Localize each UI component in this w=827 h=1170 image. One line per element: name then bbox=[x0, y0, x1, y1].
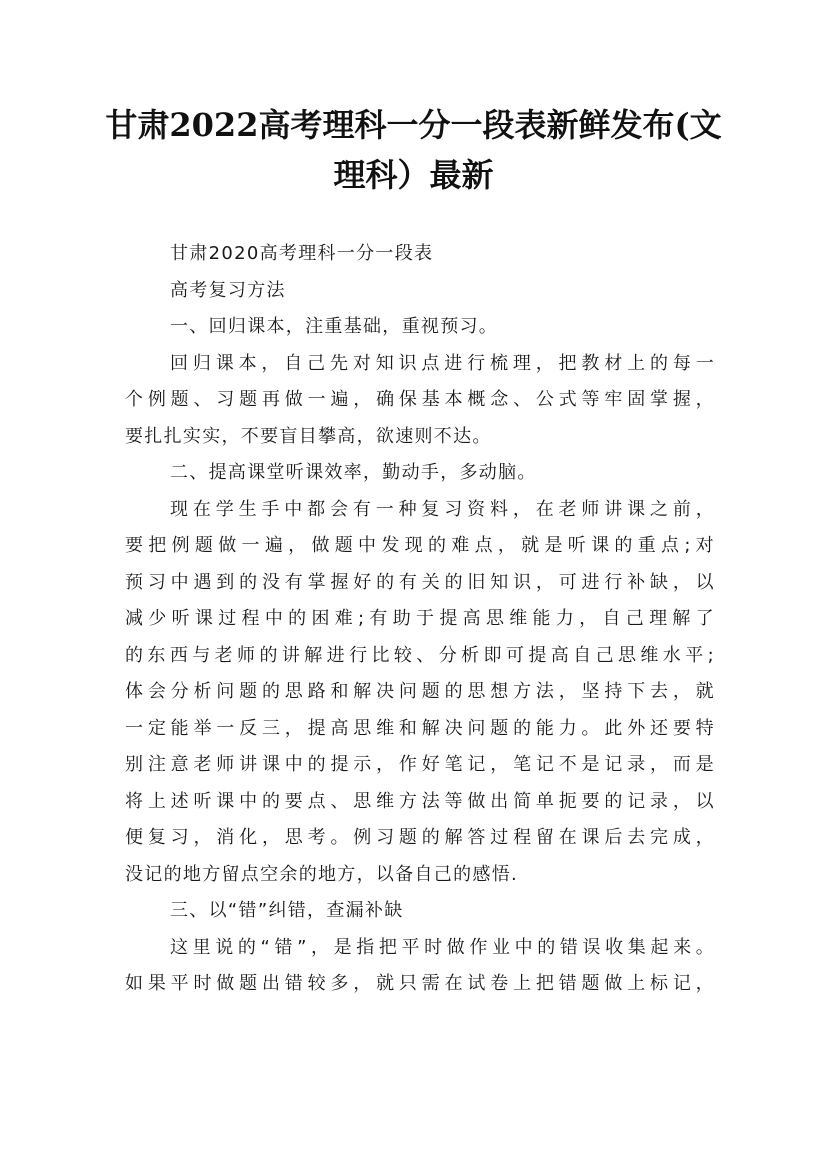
text-line: 体会分析问题的思路和解决问题的思想方法，坚持下去，就 bbox=[125, 681, 715, 702]
point-three-heading bbox=[125, 893, 715, 930]
text-line: 的东西与老师的讲解进行比较、分析即可提高自己思维水平; bbox=[125, 644, 715, 666]
subtitle-paragraph bbox=[125, 236, 715, 273]
text-line: 现在学生手中都会有一种复习资料，在老师讲课之前， bbox=[170, 498, 715, 520]
text-line: 没记的地方留点空余的地方，以备自己的感悟. bbox=[125, 863, 519, 885]
text-line: 将上述听课中的要点、思维方法等做出简单扼要的记录，以 bbox=[125, 790, 715, 812]
document-body bbox=[125, 236, 715, 1003]
text-line: 一、回归课本，注重基础，重视预习。 bbox=[170, 316, 499, 337]
section-heading-paragraph bbox=[125, 273, 715, 310]
point-two-body bbox=[125, 492, 715, 894]
text-line: 别注意老师讲课中的提示，作好笔记，笔记不是记录，而是 bbox=[125, 754, 715, 775]
point-one-heading bbox=[125, 309, 715, 346]
text-line: 减少听课过程中的困难;有助于提高思维能力，自己理解了 bbox=[125, 608, 715, 629]
text-line: 甘肃2020高考理科一分一段表 bbox=[170, 243, 434, 264]
text-line: 这里说的“错”，是指把平时做作业中的错误收集起来。 bbox=[170, 936, 715, 958]
point-two-heading bbox=[125, 455, 715, 492]
text-line: 高考复习方法 bbox=[170, 279, 286, 301]
title-line-2: 理科）最新 bbox=[333, 156, 494, 194]
text-line: 要扎扎实实，不要盲目攀高，欲速则不达。 bbox=[125, 425, 492, 447]
text-line: 个例题、习题再做一遍，确保基本概念、公式等牢固掌握， bbox=[125, 389, 715, 410]
text-line: 一定能举一反三，提高思维和解决问题的能力。此外还要特 bbox=[125, 717, 715, 739]
text-line: 如果平时做题出错较多，就只需在试卷上把错题做上标记， bbox=[125, 973, 715, 994]
title-line-1: 甘肃2022高考理科一分一段表新鲜发布(文 bbox=[105, 106, 722, 144]
text-line: 便复习，消化，思考。例习题的解答过程留在课后去完成， bbox=[125, 827, 715, 848]
document-title bbox=[100, 100, 727, 200]
text-line: 预习中遇到的没有掌握好的有关的旧知识，可进行补缺，以 bbox=[125, 571, 715, 593]
point-one-body bbox=[125, 346, 715, 456]
text-line: 回归课本，自己先对知识点进行梳理，把教材上的每一 bbox=[170, 352, 715, 374]
text-line: 要把例题做一遍，做题中发现的难点，就是听课的重点;对 bbox=[125, 535, 715, 556]
point-three-body bbox=[125, 930, 715, 1003]
text-line: 二、提高课堂听课效率，勤动手，多动脑。 bbox=[170, 462, 537, 483]
text-line: 三、以“错”纠错，查漏补缺 bbox=[170, 900, 404, 921]
